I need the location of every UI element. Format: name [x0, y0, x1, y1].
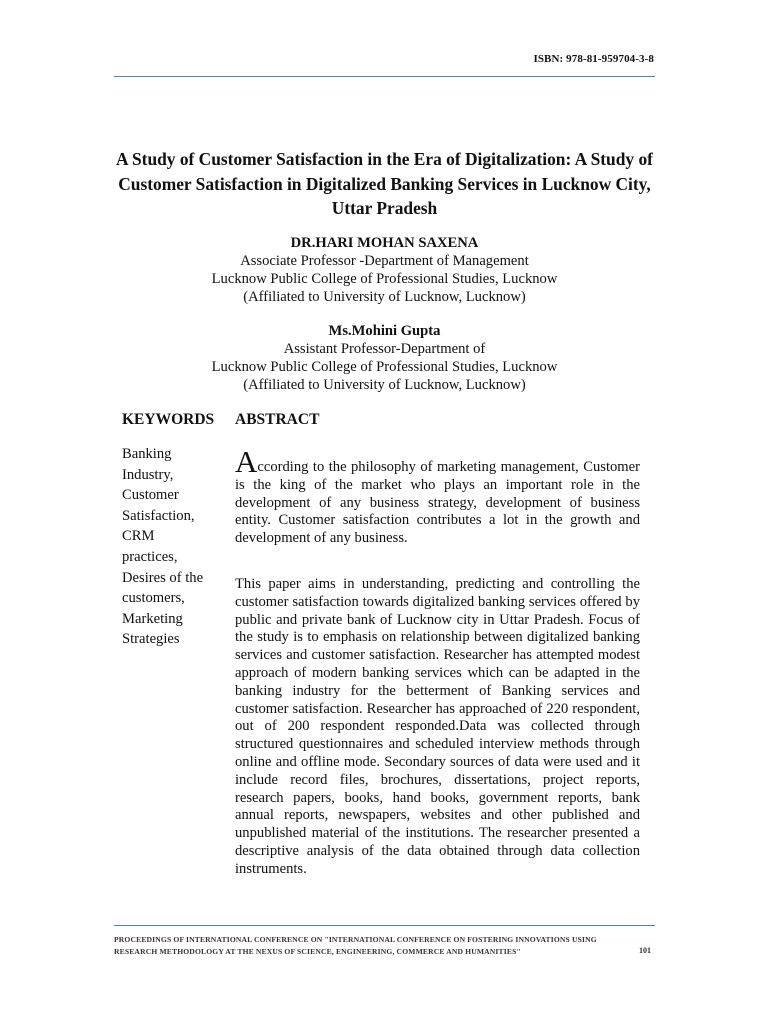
keyword-line: Strategies	[122, 631, 180, 648]
footer-rule	[114, 925, 655, 926]
abstract-paragraph-1	[235, 444, 640, 548]
footer-line-2: RESEARCH METHODOLOGY AT THE NEXUS OF SCIENCE, ENGINEERING, COMMERCE AND HUMANITIES"	[114, 947, 521, 956]
header-rule	[114, 76, 655, 77]
author-role: Assistant Professor-Department of	[283, 341, 486, 357]
keyword-line: practices,	[122, 548, 178, 565]
keywords-heading: KEYWORDS	[122, 411, 215, 428]
keyword-line: Customer	[122, 487, 179, 504]
author-name: DR.HARI MOHAN SAXENA	[290, 235, 479, 251]
author-block-1	[114, 234, 655, 306]
author-institution: Lucknow Public College of Professional Studies, Lucknow	[211, 359, 558, 375]
abstract-p1-text: ccording to the philosophy of marketing management, Customer is the king of the market who plays an important role in the development of any business strategy, development of business entity. Customer satisfaction contributes a lot in the growth and development of any business.	[235, 459, 640, 547]
keyword-line: Industry,	[122, 466, 174, 483]
keyword-line: Desires of the	[122, 569, 204, 586]
keywords-list	[122, 444, 232, 650]
author-block-2	[114, 322, 655, 394]
author-institution: Lucknow Public College of Professional Studies, Lucknow	[211, 271, 558, 287]
footer-line-1: PROCEEDINGS OF INTERNATIONAL CONFERENCE ON "INTERNATIONAL CONFERENCE ON FOSTERING INNOVATIONS USING	[114, 935, 597, 944]
keyword-line: customers,	[122, 590, 185, 607]
page-number: 101	[639, 946, 651, 955]
drop-cap: A	[235, 444, 258, 479]
abstract-paragraph-2: This paper aims in understanding, predicting and controlling the customer satisfaction towards digitalized banking services offered by public and private bank of Lucknow city in Uttar Pradesh. Focus of the study is to emphasis on relationship between digitalized banking services and customer satisfaction. Researcher has attempted modest approach of modern banking services which can be adapted in the banking industry for the betterment of Banking services and customer satisfaction. Researcher has approached of 220 respondent, out of 200 respondent responded.Data was collected through structured questionnaires and scheduled interview methods through online and offline mode. Secondary sources of data were used and it include record files, brochures, dissertations, project reports, research papers, books, hand books, government reports, bank annual reports, newspapers, websites and other published and unpublished material of the institutions. The researcher presented a descriptive analysis of the data obtained through data collection instruments.	[235, 576, 640, 877]
keyword-line: Banking	[122, 446, 172, 462]
paper-title: A Study of Customer Satisfaction in the Era of Digitalization: A Study of Customer Satisfaction in Digitalized Banking Services in Lucknow City, Uttar Pradesh	[116, 149, 653, 218]
keyword-line: CRM	[122, 528, 155, 545]
author-affiliation: (Affiliated to University of Lucknow, Lucknow)	[243, 377, 526, 393]
keyword-line: Satisfaction,	[122, 507, 195, 524]
proceedings-footer	[114, 934, 655, 958]
author-affiliation: (Affiliated to University of Lucknow, Lucknow)	[243, 289, 526, 305]
author-name: Ms.Mohini Gupta	[328, 323, 441, 339]
keyword-line: Marketing	[122, 610, 183, 627]
abstract-heading: ABSTRACT	[235, 411, 320, 428]
isbn-header: ISBN: 978-81-959704-3-8	[533, 53, 654, 65]
author-role: Associate Professor -Department of Management	[240, 253, 529, 269]
